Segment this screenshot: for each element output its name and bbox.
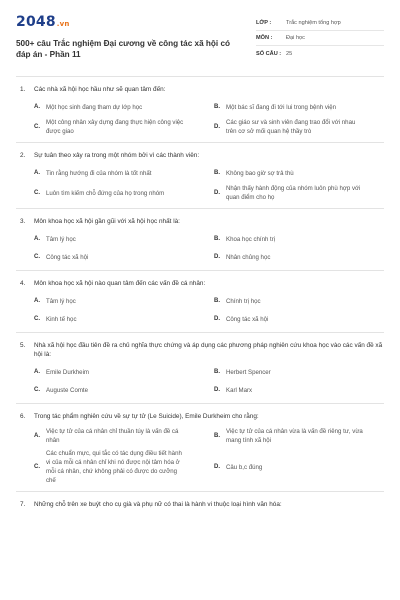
option-letter: B. [214,433,220,439]
site-logo[interactable] [16,14,246,32]
question-number: 6. [20,413,26,420]
answer-options [16,232,384,264]
question-number: 5. [20,342,26,349]
option-letter: C. [34,254,40,260]
option-letter: D. [214,190,220,196]
answer-option[interactable] [34,232,204,246]
option-letter: A. [34,170,40,176]
question-divider [16,270,384,271]
question-number: 7. [20,501,26,508]
option-text: Công tác xã hội [226,315,269,323]
question-block [16,500,384,509]
option-text: Emile Durkheim [46,368,90,376]
option-text: Tâm lý học [46,235,76,243]
option-letter: B. [214,369,220,375]
meta-key-class: LỚP : [256,20,272,26]
option-text: Auguste Comte [46,386,89,394]
answer-option[interactable] [34,427,204,445]
answer-option[interactable] [214,449,384,485]
question-divider [16,76,384,77]
option-letter: D. [214,124,220,130]
question-stem: Những chỗ trên xe buýt cho cụ già và phụ nữ có thai là hành vi thuộc loại hình văn hóa: [34,501,282,508]
question-list [16,76,384,509]
question-block [16,217,384,264]
question-text [16,217,384,226]
question-number: 2. [20,152,26,159]
question-divider [16,208,384,209]
answer-option[interactable] [34,312,204,326]
option-letter: A. [34,369,40,375]
question-block [16,279,384,326]
question-number: 4. [20,280,26,287]
option-text: Herbert Spencer [226,368,271,376]
answer-options [16,166,384,202]
answer-options [16,100,384,136]
option-letter: D. [214,254,220,260]
question-divider [16,332,384,333]
option-text: Câu b,c đúng [226,463,263,471]
question-text [16,279,384,288]
question-text [16,85,384,94]
meta-row-class [256,16,384,31]
meta-value-count: 25 [286,50,293,57]
option-text: Các giáo sư và sinh viên đang trao đổi với nhau trên cơ sở mối quan hệ thầy trò [226,119,356,135]
option-letter: B. [214,236,220,242]
option-text: Công tác xã hội [46,253,89,261]
header-left [16,14,246,68]
question-stem: Các nhà xã hội học hầu như sẽ quan tâm đến: [34,86,166,93]
answer-option[interactable] [214,365,384,379]
option-letter: C. [34,316,40,322]
answer-option[interactable] [214,100,384,114]
meta-value-subject: Đại học [286,35,305,41]
answer-options [16,365,384,397]
answer-option[interactable] [34,118,204,136]
option-text: Luôn tìm kiếm chỗ đứng của họ trong nhóm [46,189,165,197]
question-stem: Môn khoa học xã hội gần gũi với xã hội học nhất là: [34,218,180,225]
option-letter: B. [214,104,220,110]
document-title: 500+ câu Trắc nghiệm Đại cương về công tác xã hội có đáp án - Phần 11 [16,39,231,59]
meta-key-subject: MÔN : [256,35,273,41]
option-letter: C. [34,387,40,393]
question-text [16,412,384,421]
question-divider [16,142,384,143]
answer-option[interactable] [34,294,204,308]
option-text: Việc tự tử của cá nhân chỉ thuần túy là vấn đề cá nhân [46,428,179,444]
answer-option[interactable] [34,100,204,114]
meta-row-count [256,46,384,61]
option-letter: B. [214,170,220,176]
meta-row-subject [256,31,384,46]
question-text [16,151,384,160]
answer-option[interactable] [214,427,384,445]
answer-option[interactable] [34,383,204,397]
option-text: Một công nhân xây dựng đang thực hiện công việc được giao [46,119,184,135]
question-stem: Trong tác phẩm nghiên cứu về sự tự tử (Le Suicide), Emile Durkheim cho rằng: [34,413,259,420]
answer-options [16,294,384,326]
question-block [16,341,384,397]
option-text: Tin rằng hướng đi của nhóm là tốt nhất [46,169,152,177]
answer-option[interactable] [214,184,384,202]
question-number: 1. [20,86,26,93]
option-text: Không bao giờ sợ trả thù [226,169,294,177]
answer-option[interactable] [214,232,384,246]
option-text: Tâm lý học [46,297,76,305]
question-stem: Môn khoa học xã hội nào quan tâm đến các vấn đề cá nhân: [34,280,206,287]
option-letter: A. [34,433,40,439]
option-text: Chính trị học [226,297,261,305]
question-divider [16,491,384,492]
option-text: Kinh tế học [46,315,77,323]
answer-option[interactable] [214,250,384,264]
document-header [16,14,384,68]
meta-key-count: SỐ CÂU : [256,50,282,57]
answer-option[interactable] [34,250,204,264]
answer-option[interactable] [34,365,204,379]
question-stem: Sự tuân theo xảy ra trong một nhóm bởi vì các thành viên: [34,152,200,159]
option-text: Một bác sĩ đang đi tới lui trong bệnh viện [226,103,337,111]
logo-suffix: .vn [56,20,70,28]
option-letter: D. [214,316,220,322]
question-block [16,151,384,202]
question-block [16,85,384,136]
document-meta [256,16,384,68]
option-text: Khoa học chính trị [226,235,276,243]
question-text [16,341,384,359]
option-letter: C. [34,124,40,130]
option-text: Các chuẩn mực, qui tắc có tác dụng điều tiết hành vi của mỗi cá nhân chỉ khi nó được nội tâm hóa ở mỗi cá nhân, chứ không phải có được do cưỡng chế [46,450,182,484]
meta-value-class: Trắc nghiệm tổng hợp [286,20,341,26]
question-number: 3. [20,218,26,225]
option-letter: D. [214,387,220,393]
option-letter: A. [34,104,40,110]
answer-option[interactable] [34,184,204,202]
answer-option[interactable] [34,449,204,485]
option-text: Việc tự tử của cá nhân vừa là vấn đề riêng tư, vừa mang tính xã hội [226,428,363,444]
answer-option[interactable] [214,294,384,308]
logo-main: 2048 [16,14,56,30]
option-letter: D. [214,464,220,470]
answer-option[interactable] [214,118,384,136]
option-text: Nhận thấy hành động của nhóm luôn phù hợp với quan điểm cho họ [226,185,361,201]
option-text: Nhân chủng học [226,253,271,261]
option-text: Karl Marx [226,386,253,394]
question-divider [16,403,384,404]
answer-option[interactable] [34,166,204,180]
option-letter: B. [214,298,220,304]
question-block [16,412,384,485]
option-letter: A. [34,298,40,304]
option-text: Một học sinh đang tham dự lớp học [46,103,143,111]
option-letter: C. [34,190,40,196]
question-stem: Nhà xã hội học đầu tiên đề ra chủ nghĩa thực chứng và áp dụng các phương pháp nghiên cứu khoa học vào các vấn đề xã hội là: [34,342,383,358]
question-text [16,500,384,509]
answer-option[interactable] [214,166,384,180]
answer-option[interactable] [214,383,384,397]
option-letter: A. [34,236,40,242]
answer-option[interactable] [214,312,384,326]
answer-options [16,427,384,485]
option-letter: C. [34,464,40,470]
